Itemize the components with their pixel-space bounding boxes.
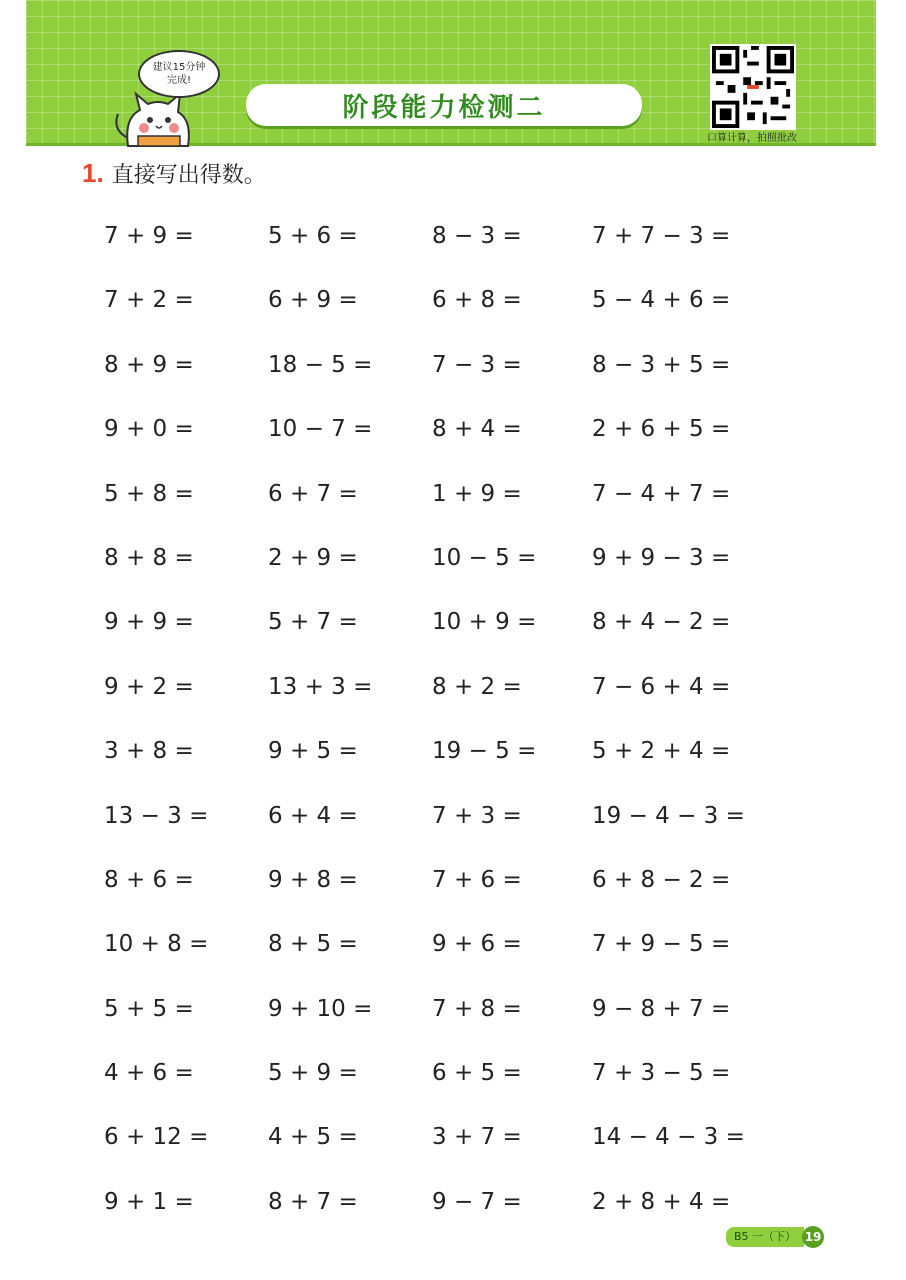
problem-cell[interactable]: 5 − 4 + 6 = <box>592 287 731 314</box>
page-footer <box>726 1226 824 1248</box>
problem-cell[interactable]: 7 − 6 + 4 = <box>592 673 731 700</box>
problem-cell[interactable]: 7 + 9 = <box>104 223 194 249</box>
problem-cell[interactable]: 5 + 7 = <box>268 609 358 636</box>
problem-cell[interactable]: 8 + 2 = <box>432 673 522 700</box>
problem-cell[interactable]: 5 + 6 = <box>268 223 358 249</box>
problem-cell[interactable]: 8 − 3 + 5 = <box>592 351 731 378</box>
problem-cell[interactable]: 6 + 9 = <box>268 287 358 314</box>
problem-cell[interactable]: 9 + 6 = <box>432 931 522 958</box>
problem-cell[interactable]: 9 + 2 = <box>104 673 194 700</box>
problem-cell[interactable]: 7 + 9 − 5 = <box>592 931 731 958</box>
problem-cell[interactable]: 7 − 3 = <box>432 351 522 378</box>
problem-cell[interactable]: 6 + 5 = <box>432 1060 522 1087</box>
problem-cell[interactable]: 8 + 4 − 2 = <box>592 609 731 636</box>
bubble-line-2: 完成! <box>166 75 191 86</box>
header-banner <box>26 0 876 146</box>
problem-cell[interactable]: 5 + 8 = <box>104 480 194 507</box>
problem-cell[interactable]: 2 + 6 + 5 = <box>592 416 731 443</box>
problem-cell[interactable]: 7 + 3 = <box>432 802 522 829</box>
problem-cell[interactable]: 7 + 2 = <box>104 287 194 314</box>
problem-cell[interactable]: 6 + 7 = <box>268 480 358 507</box>
problem-cell[interactable]: 8 + 9 = <box>104 351 194 378</box>
problem-cell[interactable]: 14 − 4 − 3 = <box>592 1124 745 1151</box>
problem-cell[interactable]: 9 − 7 = <box>432 1188 522 1215</box>
problem-cell[interactable]: 6 + 8 − 2 = <box>592 866 731 893</box>
page-title: 阶段能力检测二 <box>342 92 546 123</box>
problem-cell[interactable]: 9 + 9 − 3 = <box>592 544 731 571</box>
problem-cell[interactable]: 10 − 7 = <box>268 416 373 443</box>
problem-cell[interactable]: 9 + 10 = <box>268 995 373 1022</box>
problem-cell[interactable]: 9 − 8 + 7 = <box>592 995 731 1022</box>
problem-cell[interactable]: 7 + 6 = <box>432 866 522 893</box>
problem-cell[interactable]: 7 + 8 = <box>432 995 522 1022</box>
problem-cell[interactable]: 8 + 7 = <box>268 1188 358 1215</box>
problem-cell[interactable]: 10 + 8 = <box>104 931 209 958</box>
title-pill <box>246 84 642 126</box>
problem-cell[interactable]: 19 − 5 = <box>432 738 537 765</box>
section-heading <box>82 158 266 189</box>
problem-cell[interactable]: 8 − 3 = <box>432 223 522 249</box>
problem-cell[interactable]: 9 + 8 = <box>268 866 358 893</box>
problem-cell[interactable]: 5 + 9 = <box>268 1060 358 1087</box>
problem-cell[interactable]: 4 + 6 = <box>104 1060 194 1087</box>
problem-cell[interactable]: 3 + 8 = <box>104 738 194 765</box>
problem-cell[interactable]: 9 + 1 = <box>104 1188 194 1215</box>
problem-cell[interactable]: 7 + 3 − 5 = <box>592 1060 731 1087</box>
grade-tag: B5 一（下） <box>726 1227 804 1247</box>
problem-cell[interactable]: 13 + 3 = <box>268 673 373 700</box>
problem-cell[interactable]: 8 + 6 = <box>104 866 194 893</box>
problem-cell[interactable]: 2 + 9 = <box>268 544 358 571</box>
problem-cell[interactable]: 6 + 8 = <box>432 287 522 314</box>
qr-caption: 口算计算，拍照批改 <box>707 133 797 144</box>
problem-cell[interactable]: 19 − 4 − 3 = <box>592 802 745 829</box>
bubble-line-1: 建议15分钟 <box>152 62 206 73</box>
problem-cell[interactable]: 1 + 9 = <box>432 480 522 507</box>
problem-cell[interactable]: 4 + 5 = <box>268 1124 358 1151</box>
problem-grid <box>104 218 824 1248</box>
problem-cell[interactable]: 8 + 4 = <box>432 416 522 443</box>
problem-cell[interactable]: 8 + 5 = <box>268 931 358 958</box>
section-number: 1. <box>82 158 104 188</box>
problem-cell[interactable]: 9 + 5 = <box>268 738 358 765</box>
problem-cell[interactable]: 9 + 0 = <box>104 416 194 443</box>
problem-cell[interactable]: 2 + 8 + 4 = <box>592 1188 731 1215</box>
problem-cell[interactable]: 8 + 8 = <box>104 544 194 571</box>
page-number: 19 <box>802 1226 824 1248</box>
problem-cell[interactable]: 6 + 12 = <box>104 1124 209 1151</box>
problem-cell[interactable]: 10 + 9 = <box>432 609 537 636</box>
problem-cell[interactable]: 18 − 5 = <box>268 351 373 378</box>
problem-cell[interactable]: 10 − 5 = <box>432 544 537 571</box>
qr-code-icon[interactable] <box>710 44 796 130</box>
section-title: 直接写出得数。 <box>111 163 266 188</box>
problem-cell[interactable]: 5 + 2 + 4 = <box>592 738 731 765</box>
problem-cell[interactable]: 9 + 9 = <box>104 609 194 636</box>
problem-cell[interactable]: 7 − 4 + 7 = <box>592 480 731 507</box>
problem-cell[interactable]: 5 + 5 = <box>104 995 194 1022</box>
problem-cell[interactable]: 3 + 7 = <box>432 1124 522 1151</box>
time-suggestion-bubble <box>138 50 220 98</box>
problem-cell[interactable]: 6 + 4 = <box>268 802 358 829</box>
problem-cell[interactable]: 7 + 7 − 3 = <box>592 223 731 249</box>
problem-cell[interactable]: 13 − 3 = <box>104 802 209 829</box>
